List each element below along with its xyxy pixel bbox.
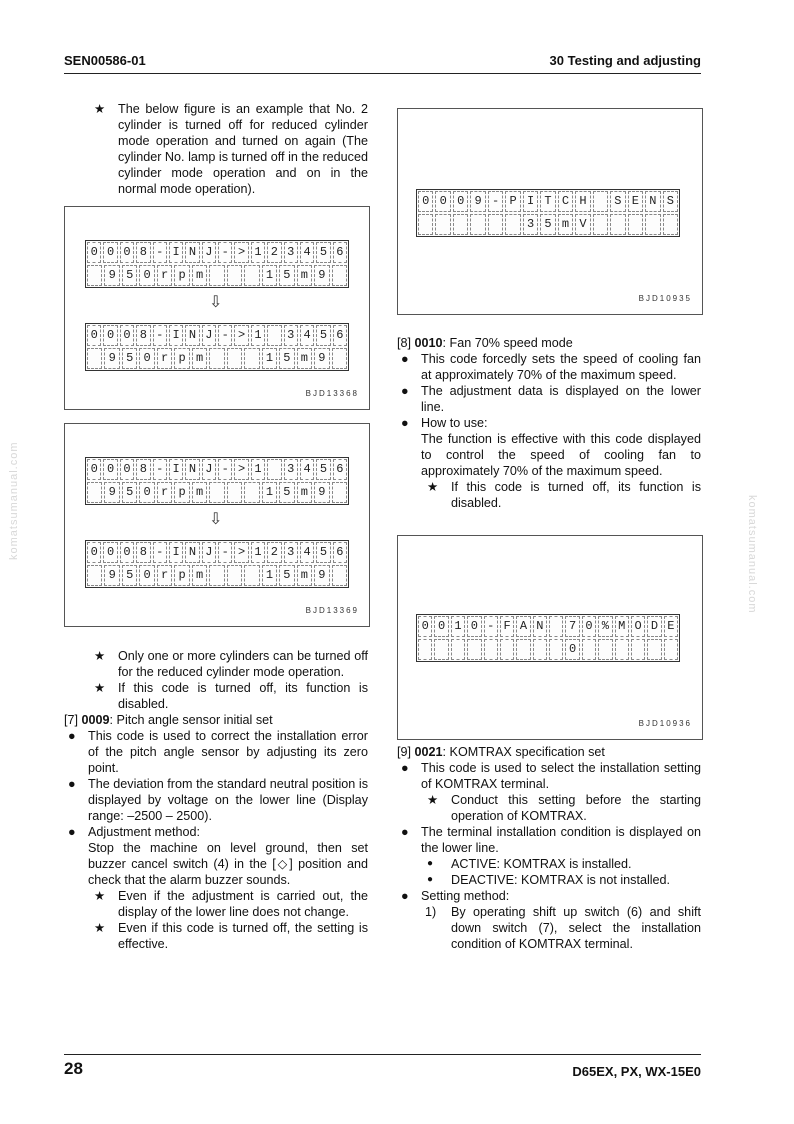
lcd-character: 1	[262, 265, 277, 285]
lcd-character: 0	[87, 242, 101, 262]
star-mark: ★	[94, 921, 106, 935]
sub-bullet-item	[397, 872, 701, 888]
lcd-character: F	[500, 616, 514, 636]
lcd-row-upper	[417, 615, 679, 638]
lcd-row-upper	[86, 241, 348, 264]
lcd-character: p	[174, 482, 189, 502]
lcd-character	[267, 459, 281, 479]
lcd-character: r	[157, 348, 172, 368]
left-column-intro	[64, 101, 368, 197]
section-title-text: : Fan 70% speed mode	[442, 336, 573, 350]
lcd-character: 3	[284, 542, 298, 562]
figure-cylinder-off	[64, 206, 370, 410]
lcd-character: m	[192, 348, 207, 368]
lcd-character: J	[202, 325, 216, 345]
note-item	[64, 920, 368, 952]
figure-pitch-sensor	[397, 108, 703, 315]
lcd-character: m	[297, 265, 312, 285]
section-code: 0009	[81, 713, 110, 727]
bullet-mark: ●	[68, 777, 76, 791]
lcd-character: 5	[279, 348, 294, 368]
bullet-mark: ●	[68, 729, 76, 743]
lcd-character: 9	[314, 482, 329, 502]
lcd-character: >	[234, 325, 248, 345]
step-text: By operating shift up switch (6) and shift down switch (7), select the installation condition of KOMTRAX terminal.	[451, 905, 701, 951]
section-heading-7	[64, 712, 368, 728]
lcd-character	[244, 565, 259, 585]
lcd-character: -	[153, 242, 167, 262]
lcd-character: 1	[451, 616, 465, 636]
page-number: 28	[64, 1059, 83, 1078]
note-text: If this code is turned off, its function is disabled.	[118, 681, 368, 711]
lcd-row-lower	[417, 213, 679, 236]
lcd-character: 3	[523, 214, 538, 234]
intro-note-text: The below figure is an example that No. 2 cylinder is turned off for reduced cylinder mode operation and turned on again (The cylinder No. lamp is turned off in the reduced cylinder mode operation and on in the normal mode operation).	[118, 102, 368, 196]
lcd-character: m	[192, 565, 207, 585]
lcd-character: 1	[262, 565, 277, 585]
intro-note	[64, 101, 368, 197]
lcd-character: r	[157, 565, 172, 585]
lcd-row-upper	[86, 458, 348, 481]
bullet-item	[64, 776, 368, 824]
lcd-character	[418, 214, 433, 234]
lcd-row-lower	[86, 347, 348, 370]
lcd-character	[628, 214, 643, 234]
section-code: 0021	[414, 745, 443, 759]
lcd-character	[500, 639, 514, 659]
lcd-character	[610, 214, 625, 234]
lcd-row-lower	[417, 638, 679, 661]
lcd-character: -	[218, 325, 232, 345]
figure-cylinder-on	[64, 423, 370, 627]
note-text: Conduct this setting before the starting operation of KOMTRAX.	[451, 793, 701, 823]
lcd-character: -	[153, 459, 167, 479]
header-rule	[64, 73, 701, 74]
note-item	[64, 888, 368, 920]
lcd-character	[209, 565, 224, 585]
lcd-character	[87, 482, 102, 502]
note-item	[64, 648, 368, 680]
lcd-character	[582, 639, 596, 659]
bullet-mark: ●	[401, 889, 409, 903]
note-item	[397, 792, 701, 824]
lcd-character: 0	[434, 616, 448, 636]
lcd-character: p	[174, 348, 189, 368]
bullet-mark: ●	[401, 825, 409, 839]
lcd-character	[451, 639, 465, 659]
lcd-character: m	[558, 214, 573, 234]
lcd-character: H	[575, 191, 590, 211]
lcd-character: A	[516, 616, 530, 636]
lcd-character: 9	[104, 348, 119, 368]
bullet-item	[397, 383, 701, 415]
lcd-character	[227, 482, 242, 502]
lcd-character	[332, 482, 347, 502]
lcd-character	[663, 214, 678, 234]
section-heading-8	[397, 335, 701, 351]
lcd-character: J	[202, 459, 216, 479]
bullet-text: This code is used to select the installation setting of KOMTRAX terminal.	[421, 761, 701, 791]
lcd-character	[470, 214, 485, 234]
lcd-character: p	[174, 565, 189, 585]
sub-bullet-text: DEACTIVE: KOMTRAX is not installed.	[451, 873, 671, 887]
lcd-character: m	[297, 348, 312, 368]
lcd-display-top	[85, 240, 349, 288]
lcd-character: 5	[540, 214, 555, 234]
bullet-text: This code is used to correct the installation error of the pitch angle sensor by adjusting its zero point.	[88, 729, 368, 775]
step-item	[397, 904, 701, 952]
section-title: 30 Testing and adjusting	[549, 53, 701, 68]
bullet-item	[397, 415, 701, 431]
bullet-item	[64, 728, 368, 776]
lcd-character: T	[540, 191, 555, 211]
lcd-character: O	[631, 616, 645, 636]
step-number: 1)	[425, 905, 437, 919]
down-arrow-icon: ⇩	[209, 294, 223, 311]
lcd-character: 3	[284, 459, 298, 479]
lcd-character: 5	[316, 242, 330, 262]
lcd-character: 5	[316, 542, 330, 562]
lcd-character	[418, 639, 432, 659]
bullet-item	[397, 351, 701, 383]
figure-id: BJD13368	[305, 389, 359, 398]
bullet-mark: ●	[401, 416, 409, 430]
lcd-character	[227, 265, 242, 285]
bullet-mark: ●	[401, 352, 409, 366]
lcd-character: N	[185, 459, 199, 479]
model-name: D65EX, PX, WX-15E0	[572, 1064, 701, 1079]
lcd-character: 0	[120, 325, 134, 345]
lcd-character	[244, 265, 259, 285]
lcd-character	[593, 214, 608, 234]
star-mark: ★	[94, 681, 106, 695]
lcd-character	[332, 565, 347, 585]
lcd-character: S	[663, 191, 678, 211]
lcd-character	[664, 639, 678, 659]
document-code: SEN00586-01	[64, 53, 146, 68]
lcd-character	[488, 214, 503, 234]
right-column-section9	[397, 744, 701, 952]
lcd-character: P	[505, 191, 520, 211]
lcd-character: 2	[267, 542, 281, 562]
section-number: [9]	[397, 745, 415, 759]
lcd-character: 9	[314, 265, 329, 285]
lcd-character: 9	[314, 565, 329, 585]
lcd-character	[209, 348, 224, 368]
bullet-text: The terminal installation condition is displayed on the lower line.	[421, 825, 701, 855]
lcd-display-bottom	[85, 323, 349, 371]
lcd-character	[505, 214, 520, 234]
lcd-character: 9	[104, 265, 119, 285]
lcd-character: N	[645, 191, 660, 211]
lcd-character	[631, 639, 645, 659]
lcd-character	[516, 639, 530, 659]
lcd-character: 8	[136, 242, 150, 262]
lcd-character: m	[192, 482, 207, 502]
lcd-character	[332, 348, 347, 368]
lcd-character: 5	[122, 348, 137, 368]
lcd-character	[484, 639, 498, 659]
lcd-row-upper	[86, 541, 348, 564]
lcd-character	[467, 639, 481, 659]
lcd-character: 0	[103, 242, 117, 262]
lcd-character: 1	[262, 348, 277, 368]
note-item	[397, 479, 701, 511]
section-code: 0010	[414, 336, 443, 350]
lcd-character: 0	[582, 616, 596, 636]
lcd-character: N	[185, 325, 199, 345]
bullet-text: How to use:	[421, 416, 488, 430]
section-number: [8]	[397, 336, 415, 350]
lcd-character: E	[664, 616, 678, 636]
lcd-character	[227, 348, 242, 368]
lcd-character	[434, 639, 448, 659]
lcd-character: N	[533, 616, 547, 636]
note-text: Only one or more cylinders can be turned off for the reduced cylinder mode operation.	[118, 649, 368, 679]
lcd-character: 0	[418, 191, 433, 211]
figure-id: BJD13369	[305, 606, 359, 615]
bullet-text: The adjustment data is displayed on the lower line.	[421, 384, 701, 414]
note-item	[64, 680, 368, 712]
lcd-character: r	[157, 265, 172, 285]
lcd-character: 0	[565, 639, 579, 659]
lcd-character: %	[598, 616, 612, 636]
lcd-character: -	[218, 242, 232, 262]
lcd-character: J	[202, 242, 216, 262]
lcd-character: N	[185, 542, 199, 562]
lcd-character: I	[169, 542, 183, 562]
lcd-character: 5	[316, 325, 330, 345]
lcd-character: 9	[104, 482, 119, 502]
bullet-item	[64, 824, 368, 840]
lcd-character: 0	[120, 542, 134, 562]
lcd-character: 6	[333, 459, 347, 479]
lcd-character: 0	[120, 242, 134, 262]
lcd-character: 0	[87, 542, 101, 562]
lcd-display-top	[85, 457, 349, 505]
lcd-character: 5	[279, 265, 294, 285]
lcd-character: 8	[136, 459, 150, 479]
lcd-character	[87, 265, 102, 285]
lcd-character: S	[610, 191, 625, 211]
lcd-character: 0	[87, 325, 101, 345]
sub-bullet-item	[397, 856, 701, 872]
lcd-row-upper	[86, 324, 348, 347]
bullet-text: The deviation from the standard neutral position is displayed by voltage on the lower line (Display range: –2500 – 2500).	[88, 777, 368, 823]
bullet-text: Setting method:	[421, 889, 510, 903]
lcd-character	[87, 348, 102, 368]
lcd-character: 0	[139, 348, 154, 368]
lcd-character	[549, 639, 563, 659]
lcd-character: D	[647, 616, 661, 636]
lcd-character: 2	[267, 242, 281, 262]
note-text: Even if the adjustment is carried out, the display of the lower line does not change.	[118, 889, 368, 919]
section-title-text: : KOMTRAX specification set	[442, 745, 605, 759]
lcd-character	[533, 639, 547, 659]
lcd-character: 0	[139, 565, 154, 585]
lcd-character: 3	[284, 325, 298, 345]
lcd-character: -	[484, 616, 498, 636]
star-mark: ★	[94, 102, 106, 116]
figure-id: BJD10936	[638, 719, 692, 728]
right-column-section8	[397, 335, 701, 511]
lcd-display-bottom	[85, 540, 349, 588]
lcd-character: E	[628, 191, 643, 211]
bullet-mark: ●	[68, 825, 76, 839]
star-mark: ★	[427, 480, 439, 494]
section-title-text: : Pitch angle sensor initial set	[109, 713, 273, 727]
lcd-character: m	[297, 482, 312, 502]
lcd-character	[87, 565, 102, 585]
lcd-character	[615, 639, 629, 659]
lcd-character	[598, 639, 612, 659]
lcd-character: 0	[103, 459, 117, 479]
lcd-character: J	[202, 542, 216, 562]
lcd-character: 0	[139, 265, 154, 285]
lcd-character: I	[169, 242, 183, 262]
lcd-character: 9	[470, 191, 485, 211]
lcd-character: m	[297, 565, 312, 585]
lcd-row-lower	[86, 564, 348, 587]
lcd-character: -	[218, 542, 232, 562]
bullet-item	[397, 888, 701, 904]
lcd-character: 6	[333, 325, 347, 345]
star-mark: ★	[94, 649, 106, 663]
lcd-character: 0	[103, 542, 117, 562]
lcd-character: 0	[418, 616, 432, 636]
star-mark: ★	[94, 889, 106, 903]
lcd-character: 3	[284, 242, 298, 262]
lcd-character: -	[218, 459, 232, 479]
lcd-character: 0	[467, 616, 481, 636]
figure-fan-mode	[397, 535, 703, 740]
lcd-character: 4	[300, 542, 314, 562]
lcd-character: 1	[251, 242, 265, 262]
left-column-body	[64, 648, 368, 952]
lcd-character	[227, 565, 242, 585]
lcd-character	[453, 214, 468, 234]
lcd-character: 1	[251, 459, 265, 479]
lcd-character	[549, 616, 563, 636]
lcd-character	[645, 214, 660, 234]
lcd-character: I	[523, 191, 538, 211]
lcd-character: r	[157, 482, 172, 502]
note-text: Even if this code is turned off, the setting is effective.	[118, 921, 368, 951]
lcd-character: 0	[120, 459, 134, 479]
lcd-character: 1	[262, 482, 277, 502]
lcd-row-lower	[86, 264, 348, 287]
section-number: [7]	[64, 713, 82, 727]
lcd-character	[593, 191, 608, 211]
watermark-right: komatsumanual.com	[746, 495, 758, 614]
method-text: Stop the machine on level ground, then set buzzer cancel switch (4) in the [◇] position and check that the alarm buzzer sounds.	[88, 841, 368, 887]
lcd-character	[209, 482, 224, 502]
lcd-display	[416, 189, 680, 237]
lcd-character: 0	[453, 191, 468, 211]
lcd-character: 9	[104, 565, 119, 585]
lcd-character: 5	[279, 565, 294, 585]
lcd-character: m	[192, 265, 207, 285]
lcd-character: I	[169, 325, 183, 345]
lcd-character: 0	[87, 459, 101, 479]
lcd-row-lower	[86, 481, 348, 504]
bullet-mark: ●	[427, 858, 434, 869]
note-text: If this code is turned off, its function is disabled.	[451, 480, 701, 510]
bullet-item	[397, 824, 701, 856]
bullet-text: Adjustment method:	[88, 825, 201, 839]
lcd-character: 0	[103, 325, 117, 345]
lcd-character: 7	[565, 616, 579, 636]
lcd-character: >	[234, 242, 248, 262]
lcd-character: >	[234, 542, 248, 562]
how-to-text: The function is effective with this code displayed to control the speed of cooling fan to approximately 70% of the maximum speed.	[421, 432, 701, 478]
bullet-mark: ●	[401, 384, 409, 398]
lcd-character	[435, 214, 450, 234]
lcd-character: 6	[333, 242, 347, 262]
lcd-character: -	[488, 191, 503, 211]
section-heading-9	[397, 744, 701, 760]
lcd-character: 0	[139, 482, 154, 502]
star-mark: ★	[427, 793, 439, 807]
lcd-character: 0	[435, 191, 450, 211]
bullet-mark: ●	[401, 761, 409, 775]
lcd-character: 9	[314, 348, 329, 368]
lcd-character: 8	[136, 542, 150, 562]
lcd-character: p	[174, 265, 189, 285]
lcd-character	[267, 325, 281, 345]
down-arrow-icon: ⇩	[209, 511, 223, 528]
lcd-character: -	[153, 325, 167, 345]
lcd-character: 4	[300, 459, 314, 479]
lcd-character: 8	[136, 325, 150, 345]
lcd-character: 1	[251, 542, 265, 562]
lcd-character: 4	[300, 242, 314, 262]
lcd-character: V	[575, 214, 590, 234]
lcd-character: 5	[316, 459, 330, 479]
watermark-left: komatsumanual.com	[8, 441, 20, 560]
bullet-text: This code forcedly sets the speed of cooling fan at approximately 70% of the maximum speed.	[421, 352, 701, 382]
lcd-character: C	[558, 191, 573, 211]
lcd-display	[416, 614, 680, 662]
lcd-character	[244, 348, 259, 368]
figure-id: BJD10935	[638, 294, 692, 303]
lcd-character: 4	[300, 325, 314, 345]
lcd-character: 5	[279, 482, 294, 502]
footer-rule	[64, 1054, 701, 1055]
bullet-item	[397, 760, 701, 792]
lcd-character: 6	[333, 542, 347, 562]
lcd-character	[209, 265, 224, 285]
lcd-character: 1	[251, 325, 265, 345]
lcd-character	[244, 482, 259, 502]
lcd-row-upper	[417, 190, 679, 213]
lcd-character: M	[615, 616, 629, 636]
lcd-character	[647, 639, 661, 659]
sub-bullet-text: ACTIVE: KOMTRAX is installed.	[451, 857, 632, 871]
lcd-character: N	[185, 242, 199, 262]
lcd-character: -	[153, 542, 167, 562]
lcd-character: 5	[122, 565, 137, 585]
lcd-character: 5	[122, 265, 137, 285]
bullet-mark: ●	[427, 874, 434, 885]
lcd-character: 5	[122, 482, 137, 502]
lcd-character: I	[169, 459, 183, 479]
lcd-character	[332, 265, 347, 285]
lcd-character: >	[234, 459, 248, 479]
